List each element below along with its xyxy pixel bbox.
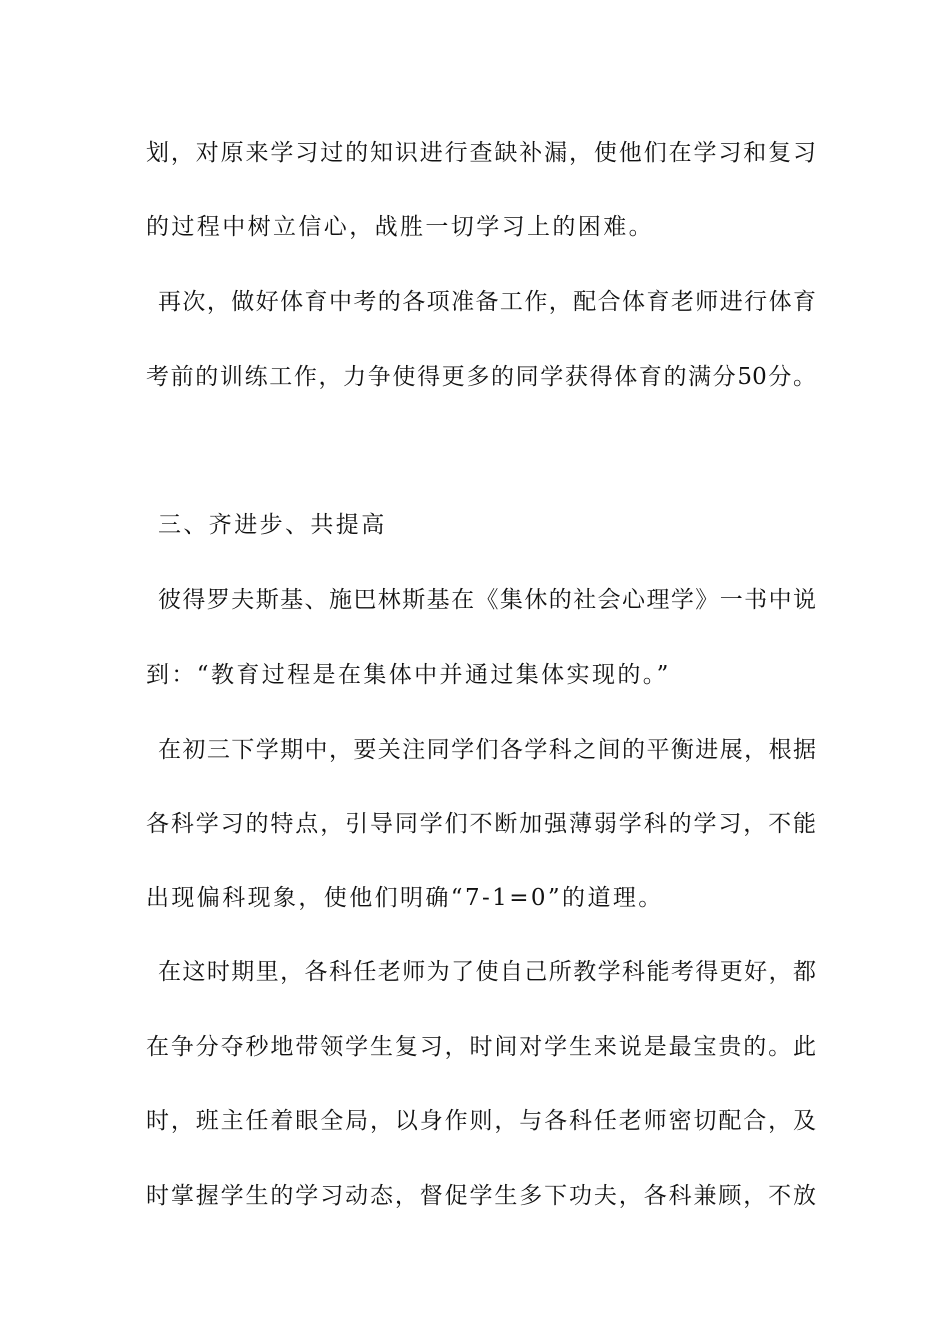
text-line-14: 时掌握学生的学习动态，督促学生多下功夫，各科兼顾，不放 xyxy=(146,1183,816,1209)
text-line-2: 的过程中树立信心，战胜一切学习上的困难。 xyxy=(146,214,654,240)
text-line-8: 在初三下学期中，要关注同学们各学科之间的平衡进展，根据 xyxy=(158,737,816,763)
text-line-13: 时，班主任着眼全局，以身作则，与各科任老师密切配合，及 xyxy=(146,1108,816,1134)
text-line-3: 再次，做好体育中考的各项准备工作，配合体育老师进行体育 xyxy=(158,289,816,315)
text-line-11: 在这时期里，各科任老师为了使自己所教学科能考得更好，都 xyxy=(158,959,816,985)
text-line-1: 划，对原来学习过的知识进行查缺补漏，使他们在学习和复习 xyxy=(146,140,816,166)
text-line-9: 各科学习的特点，引导同学们不断加强薄弱学科的学习，不能 xyxy=(146,811,816,837)
text-line-12: 在争分夺秒地带领学生复习，时间对学生来说是最宝贵的。此 xyxy=(146,1034,816,1060)
text-line-10: 出现偏科现象，使他们明确“7-1=0”的道理。 xyxy=(146,885,664,911)
text-line-6: 彼得罗夫斯基、施巴林斯基在《集休的社会心理学》一书中说 xyxy=(158,587,816,613)
section-heading: 三、齐进步、共提高 xyxy=(158,512,387,538)
text-line-7: 到：“教育过程是在集体中并通过集体实现的。” xyxy=(146,662,671,688)
text-line-4: 考前的训练工作，力争使得更多的同学获得体育的满分50分。 xyxy=(146,364,816,390)
